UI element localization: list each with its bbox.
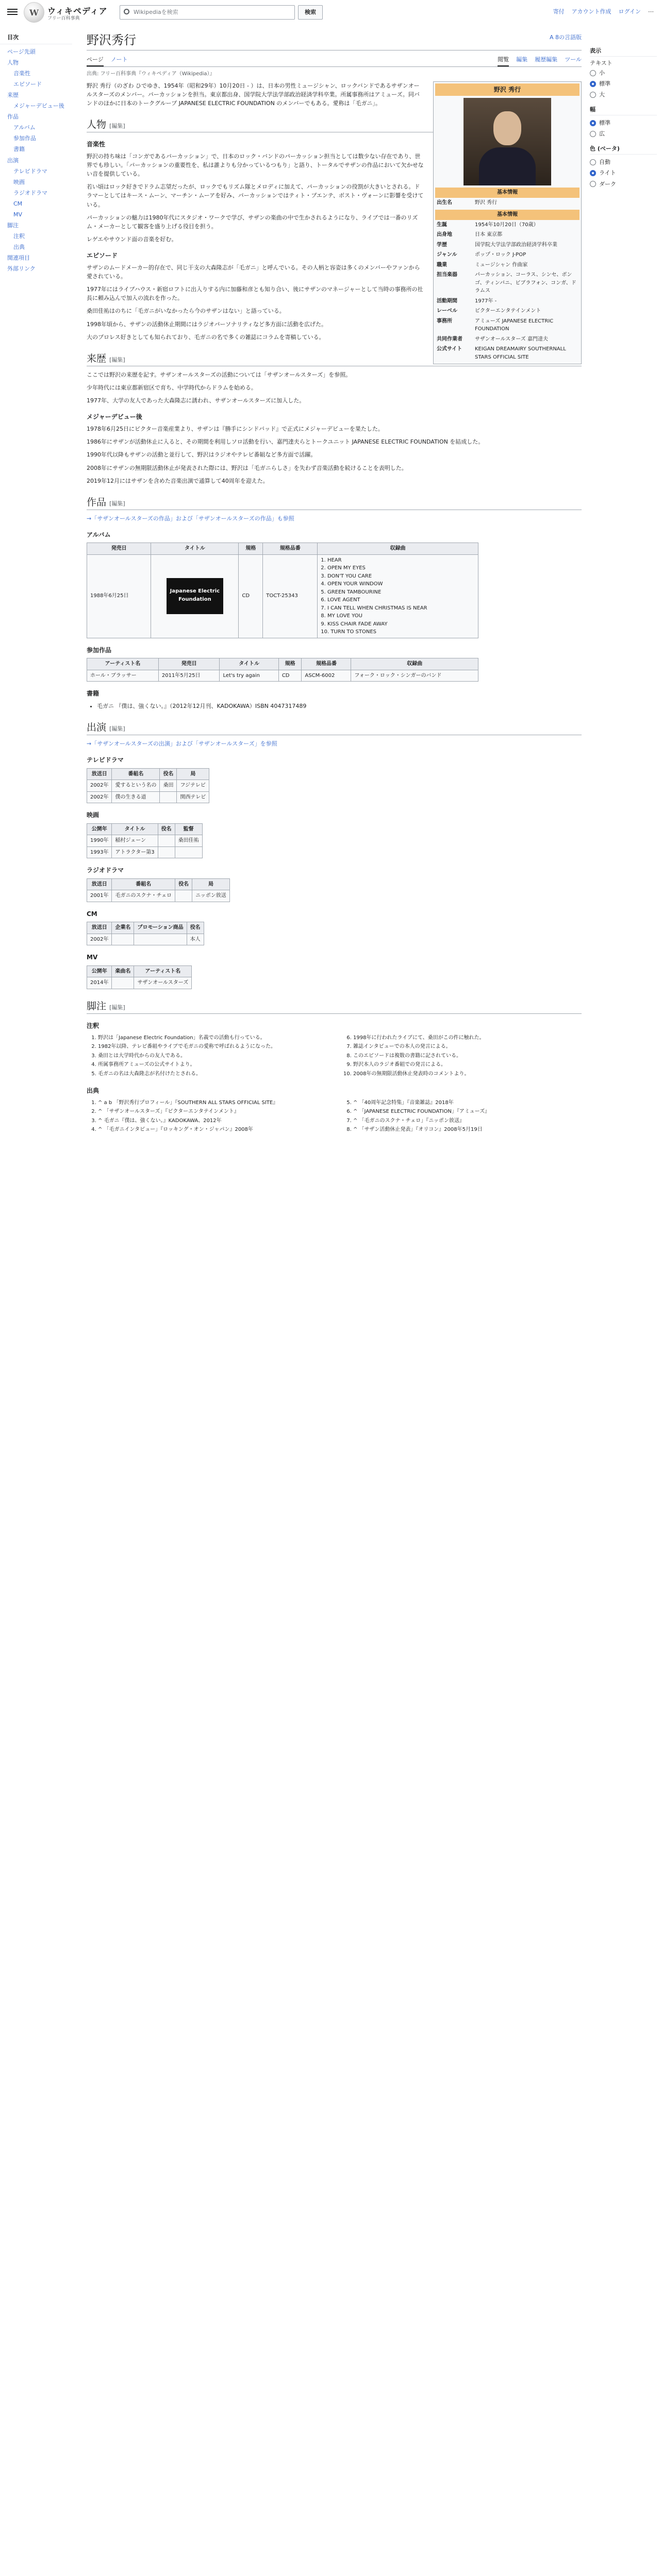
- album-catalog: TOCT-25343: [263, 554, 318, 638]
- table-cell: 稲村ジェーン: [112, 835, 158, 847]
- paragraph: 若い頃はロック好きでドラム志望だったが、ロックでもリズム隊とメロディに加えて、パーカッションの役割が大きいとされる。ドラマーとしてはキース・ムーン、マーチン・ムーアを好み、パーカッションではティト・プエンテ、ボスト・ヴォーンに影響を受けている。: [87, 183, 424, 208]
- lead-paragraph: 野沢 秀行（のざわ ひでゆき、1954年（昭和29年）10月20日 - ）は、日本の男性ミュージシャン、ロックバンドであるサザンオールスターズのメンバー。パーカッションを担当。東京都出身、国学院大学法学部政治経済学科卒業。所属事務所はアミューズ。同バンドのほかに日本のトークグループ JAPANESE ELECTRIC FOUNDATION のメンバーでもある。愛称は「毛ガニ」。: [87, 82, 420, 107]
- toc-item[interactable]: MV: [13, 211, 23, 218]
- album-table: [87, 543, 478, 638]
- toc-item[interactable]: 作品: [7, 113, 19, 121]
- heading-episode: エピソード: [87, 251, 118, 259]
- book-item: • 毛ガニ 『僕は、強くない。』（2012年12月刊、KADOKAWA）ISBN 4047317489: [97, 702, 582, 710]
- radio-icon[interactable]: [590, 181, 596, 187]
- infobox-value: 国学院大学法学部政治経済学科卒業: [475, 242, 557, 248]
- user-links: [553, 7, 654, 16]
- option-label: 自動: [599, 159, 610, 166]
- heading-foot: 脚注 [編集]: [87, 998, 582, 1014]
- column-header: アーティスト名: [134, 965, 192, 977]
- tab-talk[interactable]: ノート: [110, 56, 128, 63]
- column-header: 局: [192, 878, 230, 890]
- toc-item[interactable]: メジャーデビュー後: [13, 103, 64, 110]
- toc-item[interactable]: 音楽性: [13, 70, 30, 77]
- search-input[interactable]: Wikipediaを検索: [120, 5, 295, 20]
- heading-appear: 出演 [編集]: [87, 720, 582, 735]
- tab-edit[interactable]: 編集: [516, 56, 528, 63]
- table-cell: [160, 791, 177, 803]
- option-label: 標準: [599, 80, 610, 88]
- mv-table: [87, 965, 192, 989]
- option-color_opts[interactable]: [590, 157, 657, 167]
- create-account-link[interactable]: アカウント作成: [571, 8, 611, 15]
- column-header: 役名: [175, 878, 192, 890]
- infobox-value: 1977年 -: [475, 298, 497, 304]
- toc-item[interactable]: ラジオドラマ: [13, 189, 47, 196]
- heading-cm: CM: [87, 910, 97, 918]
- paragraph: 2019年12月にはサザンを含めた音楽出演で通算して40周年を迎えた。: [87, 477, 269, 484]
- heading-tv: テレビドラマ: [87, 756, 124, 764]
- toc-item[interactable]: テレビドラマ: [13, 167, 47, 175]
- radio-icon[interactable]: [590, 120, 596, 126]
- source-item: 5. ^ 「40周年記念特集」『音楽雑誌』2018年: [353, 1099, 582, 1107]
- table-cell: 2011年5月25日: [158, 670, 220, 682]
- wordmark[interactable]: ウィキペディア: [47, 6, 108, 16]
- heading-music: 音楽性: [87, 140, 106, 148]
- option-label: ダーク: [599, 180, 616, 188]
- heading-major: メジャーデビュー後: [87, 413, 142, 420]
- note-item: 7. 雑誌インタビューでの本人の発言による。: [353, 1043, 582, 1051]
- infobox-label: 担当楽器: [437, 272, 457, 278]
- table-cell: フジテレビ: [177, 780, 209, 792]
- infobox-label: 活動期間: [437, 298, 457, 304]
- toc-item[interactable]: 出典: [13, 243, 25, 250]
- table-row: [87, 835, 203, 847]
- table-cell: 桑田: [160, 780, 177, 792]
- edit-link[interactable]: [編集]: [109, 1004, 125, 1011]
- infobox-value: 野沢 秀行: [475, 199, 498, 206]
- infobox-row: [435, 306, 580, 316]
- note-item: 9. 野沢本人のラジオ番組での発言による。: [353, 1061, 582, 1069]
- column-header: タイトル: [112, 823, 158, 835]
- table-cell: 2002年: [87, 934, 112, 945]
- tab-article[interactable]: ページ: [87, 54, 104, 66]
- infobox-value: サザンオールスターズ 嘉門達夫: [475, 336, 548, 342]
- infobox-label: レーベル: [437, 308, 457, 314]
- album-format: CD: [239, 554, 263, 638]
- heading-books: 書籍: [87, 690, 100, 698]
- album-tracks: 1. HEAR 2. OPEN MY EYES 3. DON'T YOU CARE 4. OPEN YOUR WINDOW 5. GREEN TAMBOURINE 6. LOVE AGENT 7. I CAN TELL WHEN CHRISTMAS IS NEAR 8. MY LOVE YOU 9. KISS CHAIR FADE AWAY 10. TURN TO STONES: [318, 554, 478, 638]
- column-header: 放送日: [87, 768, 112, 780]
- infobox-value: KEIGAN DREAMAIRY SOUTHERNALL STARS OFFICIAL SITE: [475, 346, 566, 360]
- column-header: 発売日: [87, 543, 151, 555]
- option-color_opts[interactable]: [590, 167, 657, 178]
- portrait-image[interactable]: [464, 98, 551, 185]
- appear-hatnote[interactable]: →「サザンオールスターズの出演」および「サザンオールスターズ」を参照: [87, 740, 277, 747]
- column-header: 番組名: [112, 768, 160, 780]
- note-item: 8. このエピソードは複数の書籍に記されている。: [353, 1052, 582, 1060]
- column-header: 規格: [239, 543, 263, 555]
- infobox-row: [435, 240, 580, 250]
- infobox-row: [435, 198, 580, 208]
- option-label: ライト: [599, 170, 616, 177]
- column-header: 楽曲名: [112, 965, 134, 977]
- donate-link[interactable]: 寄付: [553, 8, 565, 15]
- column-header: 役名: [160, 768, 177, 780]
- infobox-row: [435, 270, 580, 296]
- table-cell: [112, 977, 134, 989]
- table-cell: 1990年: [87, 835, 112, 847]
- toc-item[interactable]: 書籍: [13, 146, 25, 153]
- infobox-name: 野沢 秀行: [435, 83, 580, 96]
- color-label: 色 (ベータ): [590, 143, 657, 155]
- column-header: 役名: [187, 922, 204, 934]
- radio-icon[interactable]: [590, 81, 596, 87]
- infobox: [433, 81, 582, 365]
- toc-item[interactable]: 関連項目: [7, 254, 30, 261]
- infobox-label: 生誕: [437, 222, 447, 228]
- option-label: 標準: [599, 120, 610, 127]
- paragraph: サザンのムードメーカー的存在で、同じ干支の大森隆志が「毛ガニ」と呼んでいる。その人柄と容姿は多くのメンバーやファンから愛されている。: [87, 264, 420, 280]
- toc-title: 目次: [0, 31, 72, 44]
- table-cell: フォーク・ロック・シンガーのバンド: [351, 670, 478, 682]
- infobox-section2: 基本情報: [435, 210, 580, 220]
- infobox-value: パーカッション、コーラス、シンセ、ボンゴ、ティンパニ、ビブラフォン、コンガ、ドラムス: [475, 272, 576, 294]
- paragraph: 桑田佳祐はのちに「毛ガニがいなかったら今のサザンはない」と語っている。: [87, 308, 285, 315]
- column-header: 企業名: [112, 922, 134, 934]
- source-item: 2. ^ 「サザンオールスターズ」『ビクターエンタテインメント』: [98, 1108, 326, 1116]
- edit-link[interactable]: [編集]: [109, 500, 125, 507]
- site-header: [0, 0, 662, 26]
- paragraph: パーカッションの魅力は1980年代にスタジオ・ワークで学び、サザンの楽曲の中で生かされるようになり、ライブでは一番のリズム・メーカーとして観客を盛り上げる役目を担う。: [87, 214, 418, 230]
- infobox-label: ジャンル: [437, 252, 457, 258]
- infobox-row: [435, 250, 580, 260]
- heading-person: 人物 [編集]: [87, 117, 582, 132]
- paragraph: 1977年にはライブハウス・新宿ロフトに出入りする内に加藤和彦とも知り合い、後にサザンのマネージャーとして当時の事務所の社長に頼み込んで加入の流れを作った。: [87, 286, 423, 302]
- toc-item[interactable]: 注釈: [13, 232, 25, 240]
- column-header: 公開年: [87, 823, 112, 835]
- more-icon[interactable]: ⋯: [648, 8, 654, 15]
- header-row: [87, 965, 192, 977]
- infobox-label: 出身地: [437, 232, 452, 238]
- infobox-row: [435, 260, 580, 270]
- appearance-title: 表示: [590, 45, 657, 57]
- header-row: [87, 768, 209, 780]
- table-row: [87, 791, 209, 803]
- option-width_opts[interactable]: [590, 117, 657, 128]
- infobox-value: ミュージシャン 作曲家: [475, 262, 528, 268]
- search-icon: [124, 9, 129, 14]
- option-label: 小: [599, 70, 605, 77]
- infobox-row: [435, 220, 580, 230]
- tagline: フリー百科事典: [47, 16, 80, 21]
- heading-movie: 映画: [87, 811, 100, 819]
- radio-icon[interactable]: [590, 159, 596, 165]
- table-cell: 1993年: [87, 846, 112, 858]
- column-header: 監督: [175, 823, 202, 835]
- infobox-value: ビクターエンタテインメント: [475, 308, 541, 314]
- table-cell: 関西テレビ: [177, 791, 209, 803]
- paragraph: 1990年代以降もサザンの活動と並行して、野沢はラジオやテレビ番組など多方面で活躍。: [87, 451, 317, 459]
- from-note: 出典: フリー百科事典『ウィキペディア（Wikipedia）』: [87, 71, 215, 77]
- toc-item[interactable]: エピソード: [13, 81, 42, 88]
- infobox-label: 共同作業者: [437, 336, 462, 342]
- toc-item[interactable]: 来歴: [7, 92, 19, 99]
- infobox-value: 1954年10月20日（70歳）: [475, 222, 539, 228]
- album-date: 1988年6月25日: [87, 554, 151, 638]
- paragraph: 大のプロレス好きとしても知られており、毛ガニの名で多くの雑誌にコラムを寄稿している。: [87, 333, 325, 341]
- toc-item[interactable]: 参加作品: [13, 135, 36, 142]
- column-header: 発売日: [158, 658, 220, 670]
- paragraph: レゲエやサウンド面の音楽を好む。: [87, 235, 177, 243]
- column-header: 規格品番: [263, 543, 318, 555]
- infobox-row: [435, 296, 580, 307]
- infobox-value: ポップ・ロック J-POP: [475, 252, 526, 258]
- paragraph: 野沢の持ち味は「コンガであるパーカッション」で、日本のロック・バンドのパーカッション担当としては数少ない存在であり、世界でも珍しい。「パーカッションの重要性を、私は誰よりも分かっているつもり」と語り、トータルでサザンの作品において欠かせない音を提供している。: [87, 153, 424, 178]
- source-item: 6. ^ 「JAPANESE ELECTRIC FOUNDATION」『アミューズ』: [353, 1108, 582, 1116]
- table-cell: [175, 890, 192, 902]
- movie-table: [87, 823, 203, 859]
- table-cell: ASCM-6002: [302, 670, 351, 682]
- table-cell: 桑田佳祐: [175, 835, 202, 847]
- table-row: [87, 780, 209, 792]
- infobox-label: 学歴: [437, 242, 447, 248]
- radio-icon[interactable]: [590, 131, 596, 137]
- infobox-label: 事務所: [437, 318, 452, 324]
- option-width_opts[interactable]: [590, 128, 657, 139]
- table-cell: Let's try again: [220, 670, 278, 682]
- table-cell: 2002年: [87, 791, 112, 803]
- column-header: タイトル: [220, 658, 278, 670]
- paragraph: 1978年6月25日にビクター音楽産業より、サザンは『勝手にシンドバッド』で正式にメジャーデビューを果たした。: [87, 426, 384, 433]
- column-header: 収録曲: [351, 658, 478, 670]
- paragraph: 2008年にサザンの無期限活動休止が発表された際には、野沢は「毛ガニらしさ」を失わず音楽活動を続けることを表明した。: [87, 464, 407, 471]
- table-cell: ホール・ブラッサー: [87, 670, 159, 682]
- login-link[interactable]: ログイン: [618, 8, 641, 15]
- table-row: [87, 977, 192, 989]
- toc-item[interactable]: CM: [13, 200, 23, 207]
- tv-table: [87, 768, 209, 804]
- note-item: 1. 野沢は「Japanese Electric Foundation」名義での活動も行っている。: [98, 1034, 326, 1042]
- infobox-value: 日本 東京都: [475, 232, 503, 238]
- radio-table: [87, 878, 230, 902]
- infobox-label: 出生名: [437, 199, 452, 206]
- column-header: プロモーション商品: [134, 922, 187, 934]
- infobox-row: [435, 344, 580, 362]
- table-cell: ニッポン放送: [192, 890, 230, 902]
- wikipedia-logo[interactable]: W: [24, 2, 44, 23]
- column-header: 役名: [158, 823, 175, 835]
- article-content: [87, 30, 582, 1135]
- tab-read[interactable]: 閲覧: [498, 54, 509, 66]
- toc-item[interactable]: ページ先頭: [7, 48, 36, 56]
- column-header: 規格品番: [302, 658, 351, 670]
- heading-radio: ラジオドラマ: [87, 867, 124, 874]
- option-color_opts[interactable]: [590, 179, 657, 190]
- table-row: [87, 934, 204, 945]
- heading-history: 来歴 [編集]: [87, 351, 582, 366]
- infobox-label: 公式サイト: [437, 346, 462, 352]
- radio-icon[interactable]: [590, 70, 596, 76]
- table-cell: [158, 846, 175, 858]
- column-header: 規格: [278, 658, 302, 670]
- source-item: 4. ^ 「毛ガニインタビュー」『ロッキング・オン・ジャパン』2008年: [98, 1126, 326, 1134]
- notes-list: [87, 1034, 582, 1079]
- radio-icon[interactable]: [590, 170, 596, 176]
- part-table: [87, 658, 478, 682]
- toc-item[interactable]: 人物: [7, 59, 19, 66]
- note-item: 6. 1998年に行われたライブにて、桑田がこの件に触れた。: [353, 1034, 582, 1042]
- page-title: 野沢秀行: [87, 30, 582, 50]
- cm-table: [87, 922, 204, 945]
- page-tabs: [87, 54, 582, 67]
- source-item: 7. ^ 「毛ガニのスクナ・チェロ」『ニッポン放送』: [353, 1117, 582, 1125]
- tab-edit-source[interactable]: 履歴編集: [535, 56, 558, 63]
- toc-item[interactable]: 脚注: [7, 222, 19, 229]
- column-header: 局: [177, 768, 209, 780]
- table-cell: 2002年: [87, 780, 112, 792]
- width-label: 幅: [590, 104, 657, 115]
- table-of-contents: [0, 31, 72, 274]
- language-button[interactable]: A 8の言語版: [549, 34, 582, 41]
- text-size-label: テキスト: [590, 60, 613, 67]
- edit-link[interactable]: [編集]: [109, 356, 125, 363]
- column-header: 公開年: [87, 965, 112, 977]
- heading-works: 作品 [編集]: [87, 495, 582, 510]
- option-text_opts[interactable]: [590, 78, 657, 89]
- search-button[interactable]: 検索: [298, 5, 323, 20]
- infobox-row: [435, 230, 580, 240]
- column-header: 放送日: [87, 922, 112, 934]
- table-cell: サザンオールスターズ: [134, 977, 192, 989]
- option-text_opts[interactable]: [590, 89, 657, 100]
- radio-icon[interactable]: [590, 92, 596, 98]
- table-cell: 2014年: [87, 977, 112, 989]
- toc-item[interactable]: 出演: [7, 157, 19, 164]
- infobox-label: 職業: [437, 262, 447, 268]
- table-row: [87, 890, 230, 902]
- table-cell: [175, 846, 202, 858]
- note-item: 10. 2008年の無期限活動休止発表時のコメントより。: [353, 1070, 582, 1078]
- option-label: 広: [599, 130, 605, 138]
- table-row: [87, 846, 203, 858]
- heading-album: アルバム: [87, 531, 111, 538]
- heading-notes: 注釈: [87, 1022, 100, 1029]
- note-item: 3. 桑田とは大学時代からの友人である。: [98, 1052, 326, 1060]
- infobox-value: アミューズ JAPANESE ELECTRIC FOUNDATION: [475, 318, 554, 332]
- note-item: 2. 1982年以降、テレビ番組やライブで毛ガニの愛称で呼ばれるようになった。: [98, 1043, 326, 1051]
- edit-link[interactable]: [編集]: [109, 122, 125, 129]
- option-label: 大: [599, 91, 605, 98]
- infobox-row: [435, 334, 580, 345]
- paragraph: 少年時代には東京都新宿区で育ち、中学時代からドラムを始める。: [87, 384, 257, 391]
- header-row: [87, 922, 204, 934]
- heading-sources: 出典: [87, 1087, 100, 1095]
- source-item: 8. ^ 「サザン活動休止発表」『オリコン』2008年5月19日: [353, 1126, 582, 1134]
- column-header: アーティスト名: [87, 658, 159, 670]
- heading-part: 参加作品: [87, 646, 112, 654]
- toc-item[interactable]: 映画: [13, 178, 25, 185]
- column-header: 放送日: [87, 878, 112, 890]
- sources-list: [87, 1099, 582, 1135]
- toc-item[interactable]: 外部リンク: [7, 265, 36, 272]
- infobox-section: 基本情報: [435, 188, 580, 198]
- table-cell: [134, 934, 187, 945]
- table-cell: アトラクター第3: [112, 846, 158, 858]
- option-text_opts[interactable]: [590, 67, 657, 78]
- source-item: 3. ^ 毛ガニ『僕は、強くない。』KADOKAWA、2012年: [98, 1117, 326, 1125]
- note-item: 5. 毛ガニの名は大森隆志が名付けたとされる。: [98, 1070, 326, 1078]
- header-row: [87, 878, 230, 890]
- table-cell: 僕の生きる道: [112, 791, 160, 803]
- tab-tools[interactable]: ツール: [565, 56, 582, 63]
- edit-link[interactable]: [編集]: [109, 725, 125, 732]
- infobox-row: [435, 316, 580, 334]
- main-menu-icon[interactable]: [7, 7, 18, 18]
- header-row: [87, 823, 203, 835]
- paragraph: 1998年頃から、サザンの活動休止期間にはラジオパーソナリティなど多方面に活動を広げた。: [87, 320, 327, 328]
- table-cell: 愛するという名の: [112, 780, 160, 792]
- column-header: タイトル: [151, 543, 239, 555]
- paragraph: 1986年にサザンが活動休止に入ると、その期間を利用しソロ活動を行い、嘉門達夫らとトークユニット JAPANESE ELECTRIC FOUNDATION を結成した。: [87, 438, 484, 446]
- table-cell: 2001年: [87, 890, 112, 902]
- source-item: 1. ^ a b 「野沢秀行プロフィール」『SOUTHERN ALL STARS OFFICIAL SITE』: [98, 1099, 326, 1107]
- appearance-panel: [590, 41, 657, 190]
- album-cover: Japanese Electric Foundation: [167, 578, 223, 614]
- table-cell: [158, 835, 175, 847]
- toc-item[interactable]: アルバム: [13, 124, 36, 131]
- works-hatnote[interactable]: →「サザンオールスターズの作品」および「サザンオールスターズの作品」も参照: [87, 515, 294, 522]
- table-cell: 本人: [187, 934, 204, 945]
- column-header: 収録曲: [318, 543, 478, 555]
- heading-mv: MV: [87, 954, 98, 961]
- note-item: 4. 所属事務所アミューズの公式サイトより。: [98, 1061, 326, 1069]
- column-header: 番組名: [112, 878, 175, 890]
- table-cell: [112, 934, 134, 945]
- paragraph: ここでは野沢の来歴を記す。サザンオールスターズの活動については「サザンオールスターズ」を参照。: [87, 371, 352, 378]
- table-cell: 毛ガニのスクナ・チェロ: [112, 890, 175, 902]
- table-cell: CD: [278, 670, 302, 682]
- paragraph: 1977年、大学の友人であった大森隆志に誘われ、サザンオールスターズに加入した。: [87, 397, 305, 404]
